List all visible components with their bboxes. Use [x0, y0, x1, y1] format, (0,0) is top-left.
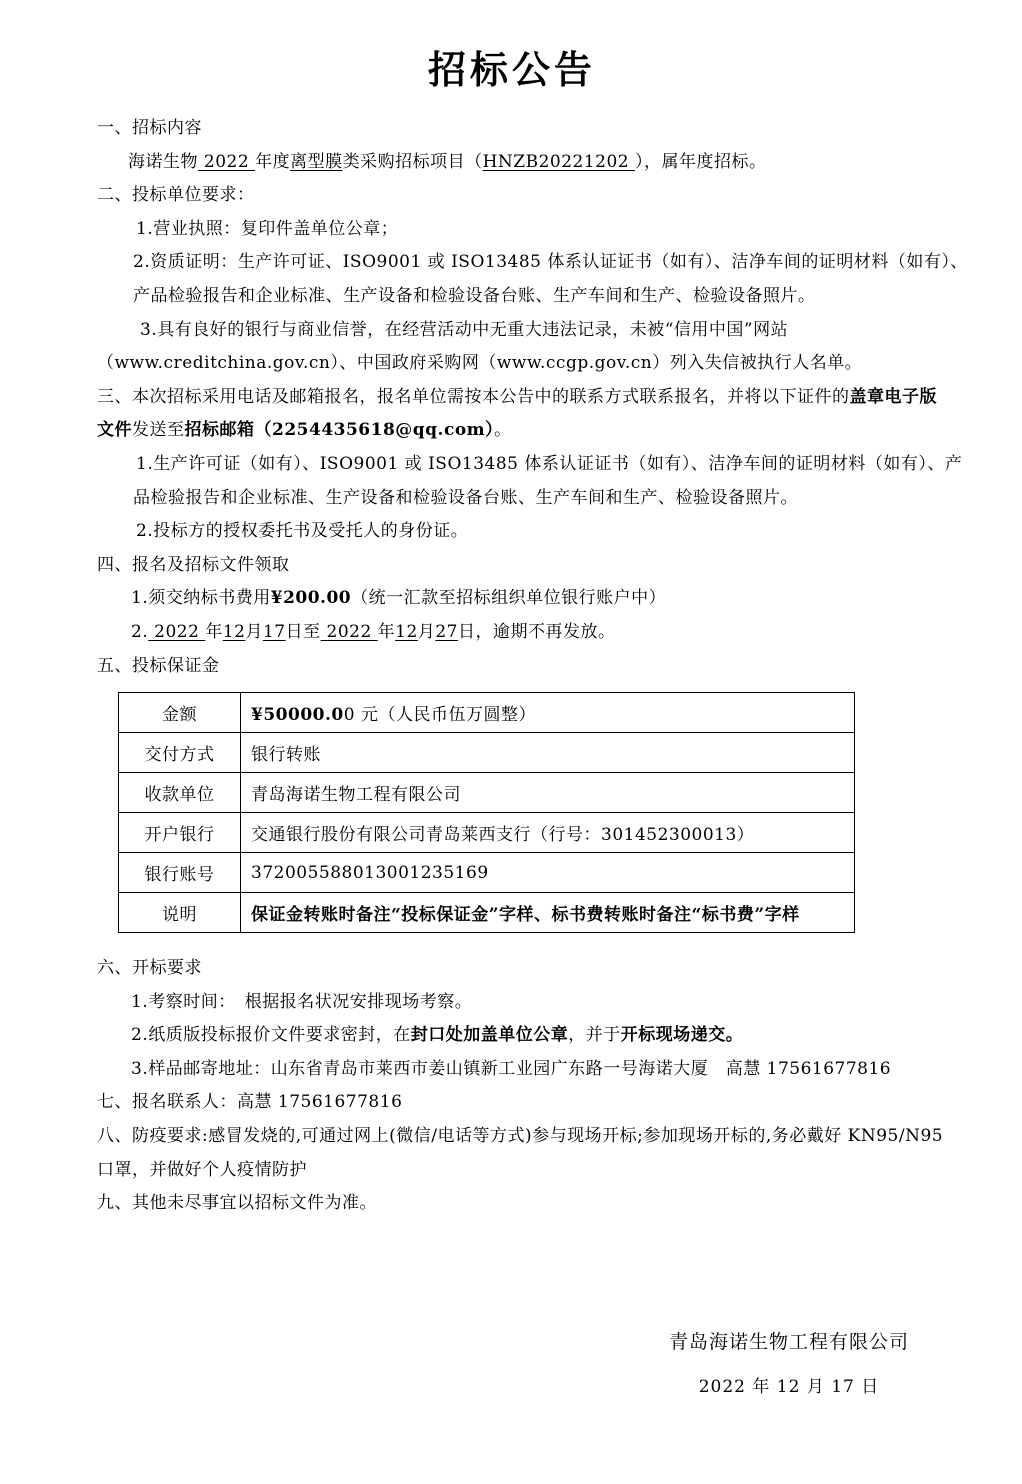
text-run: 日至 — [285, 621, 321, 642]
text-run: （www.creditchina.gov.cn）、中国政府采购网（www.ccgp.gov.cn）列入失信被执行人名单。 — [97, 353, 863, 374]
text-run: ，并于 — [568, 1025, 621, 1046]
text-run: 17 — [262, 621, 286, 642]
text-line — [97, 1154, 927, 1188]
text-run: ），属年度招标。 — [635, 151, 767, 172]
text-run: HNZB20221202 — [482, 151, 636, 172]
text-run: 。 — [494, 420, 512, 441]
text-run: 3.具有良好的银行与商业信誉，在经营活动中无重大违法记录，未被“信用中国”网站 — [140, 319, 789, 340]
text-run: 一、招标内容 — [97, 118, 202, 138]
table-row-value — [241, 813, 855, 853]
text-line — [97, 179, 927, 213]
text-run: 类采购招标项目（ — [342, 151, 483, 172]
text-line — [97, 414, 927, 448]
text-run: 年 — [205, 621, 223, 642]
text-run: 12 — [222, 621, 246, 642]
bid-bond-table — [118, 692, 855, 933]
text-run: 年 — [377, 621, 396, 642]
text-run: 年度 — [255, 151, 291, 172]
text-line — [97, 381, 937, 415]
text-run: 2. — [131, 621, 149, 642]
text-run: 七、报名联系人：高慧 17561677816 — [97, 1092, 403, 1113]
table-row-value — [241, 733, 855, 773]
signature-block — [589, 1327, 989, 1402]
text-line — [97, 1120, 944, 1154]
text-run: 12 — [395, 621, 418, 642]
table-row — [119, 813, 855, 853]
table-row — [119, 733, 855, 773]
text-run: 27 — [435, 621, 458, 642]
text-run: 产品检验报告和企业标准、生产设备和检验设备台账、生产车间和生产、检验设备照片。 — [133, 285, 816, 306]
text-line — [97, 549, 927, 583]
text-run: 招标邮箱（2254435618@qq.com） — [184, 420, 495, 441]
text-run: 三、本次招标采用电话及邮箱报名，报名单位需按本公告中的联系方式联系报名，并将以下证件的 — [97, 386, 850, 407]
text-run: 开标现场递交。 — [620, 1025, 744, 1046]
table-row-value — [241, 773, 855, 813]
text-run: 2.纸质版投标报价文件要求密封，在 — [131, 1025, 411, 1046]
text-run: 2022 — [320, 621, 378, 642]
signature-date: 2022 年 12 月 17 日 — [698, 1376, 880, 1397]
text-line — [97, 1019, 927, 1053]
table-row-label: 金额 — [119, 693, 241, 733]
text-line — [97, 952, 927, 986]
text-line — [97, 986, 927, 1020]
table-row-label: 收款单位 — [119, 773, 241, 813]
table-row-value — [241, 893, 855, 933]
text-line — [97, 616, 927, 650]
text-run: 文件 — [97, 420, 132, 441]
text-run: 日，逾期不再发放。 — [457, 621, 616, 642]
text-line — [97, 1187, 927, 1221]
text-run: 1.生产许可证（如有）、ISO9001 或 ISO13485 体系认证证书（如有）、洁净车间的证明材料（如有）、产 — [136, 453, 963, 474]
text-run: 交通银行股份有限公司青岛莱西支行（行号：301452300013） — [251, 825, 755, 846]
text-run: 二、投标单位要求： — [97, 185, 255, 206]
table-row-label: 银行账号 — [119, 853, 241, 893]
text-line — [97, 112, 927, 146]
text-run: 口罩，并做好个人疫情防护 — [97, 1159, 307, 1180]
document-content — [97, 46, 968, 1402]
text-run: ¥200.00 — [270, 588, 352, 609]
text-run: 保证金转账时备注“投标保证金”字样、标书费转账时备注“标书费”字样 — [251, 905, 800, 926]
table-row-value — [241, 693, 855, 733]
text-run: 2022 — [148, 621, 206, 642]
table-row-value — [241, 853, 855, 893]
text-run: 盖章电子版 — [849, 386, 937, 407]
text-run: 2.资质证明：生产许可证、ISO9001 或 ISO13485 体系认证证书（如有）、洁净车间的证明材料（如有）、 — [133, 252, 968, 273]
text-run: 2022 — [198, 151, 256, 172]
text-line — [97, 650, 927, 684]
text-run: 月 — [417, 621, 436, 642]
text-run: 372005588013001235169 — [251, 862, 489, 883]
text-line — [97, 246, 968, 280]
text-run: 五、投标保证金 — [97, 655, 220, 676]
text-run: 四、报名及招标文件领取 — [97, 554, 290, 575]
text-line — [97, 448, 963, 482]
table-row — [119, 893, 855, 933]
text-line — [97, 515, 927, 549]
text-block-bottom — [97, 952, 944, 1221]
text-line — [97, 347, 927, 381]
text-line — [97, 1086, 927, 1120]
text-run: 1.考察时间： 根据报名状况安排现场考察。 — [131, 991, 473, 1012]
text-run: 海诺生物 — [128, 151, 198, 172]
bid-bond-table-body — [119, 693, 855, 933]
table-row-label: 交付方式 — [119, 733, 241, 773]
text-run: 九、其他未尽事宜以招标文件为准。 — [97, 1193, 377, 1214]
text-run: 八、防疫要求:感冒发烧的,可通过网上(微信/电话等方式)参与现场开标;参加现场开标的,务必戴好 KN95/N95 — [97, 1126, 944, 1147]
table-row — [119, 773, 855, 813]
text-run: 品检验报告和企业标准、生产设备和检验设备台账、生产车间和生产、检验设备照片。 — [133, 487, 798, 508]
table-row-label: 说明 — [119, 893, 241, 933]
text-line — [97, 482, 927, 516]
signature-company: 青岛海诺生物工程有限公司 — [668, 1330, 909, 1353]
text-run: 1.须交纳标书费用 — [131, 588, 271, 609]
text-run: （统一汇款至招标组织单位银行账户中） — [351, 588, 667, 609]
text-run: ¥50000.0 — [251, 705, 344, 726]
text-run: 银行转账 — [251, 745, 321, 766]
text-line — [97, 1053, 927, 1087]
text-line — [97, 146, 927, 180]
text-run: 青岛海诺生物工程有限公司 — [251, 785, 461, 806]
document-title: 招标公告 — [427, 47, 596, 92]
text-run: 封口处加盖单位公章 — [410, 1025, 569, 1046]
text-run: 六、开标要求 — [97, 958, 202, 979]
text-run: 月 — [245, 621, 263, 642]
text-run: 0 元（人民币伍万圆整） — [343, 705, 536, 726]
text-run: 发送至 — [132, 420, 185, 441]
table-row-label: 开户银行 — [119, 813, 241, 853]
text-line — [97, 582, 927, 616]
table-row — [119, 853, 855, 893]
text-run: 1.营业执照：复印件盖单位公章； — [136, 218, 399, 239]
text-line — [97, 213, 927, 247]
text-line — [97, 280, 927, 314]
text-block-top — [97, 112, 968, 683]
text-line — [97, 314, 927, 348]
table-row — [119, 693, 855, 733]
text-run: 离型膜 — [290, 151, 343, 172]
text-run: 3.样品邮寄地址：山东省青岛市莱西市姜山镇新工业园广东路一号海诺大厦 高慧 17561677816 — [131, 1058, 892, 1079]
text-run: 2.投标方的授权委托书及受托人的身份证。 — [136, 521, 469, 542]
